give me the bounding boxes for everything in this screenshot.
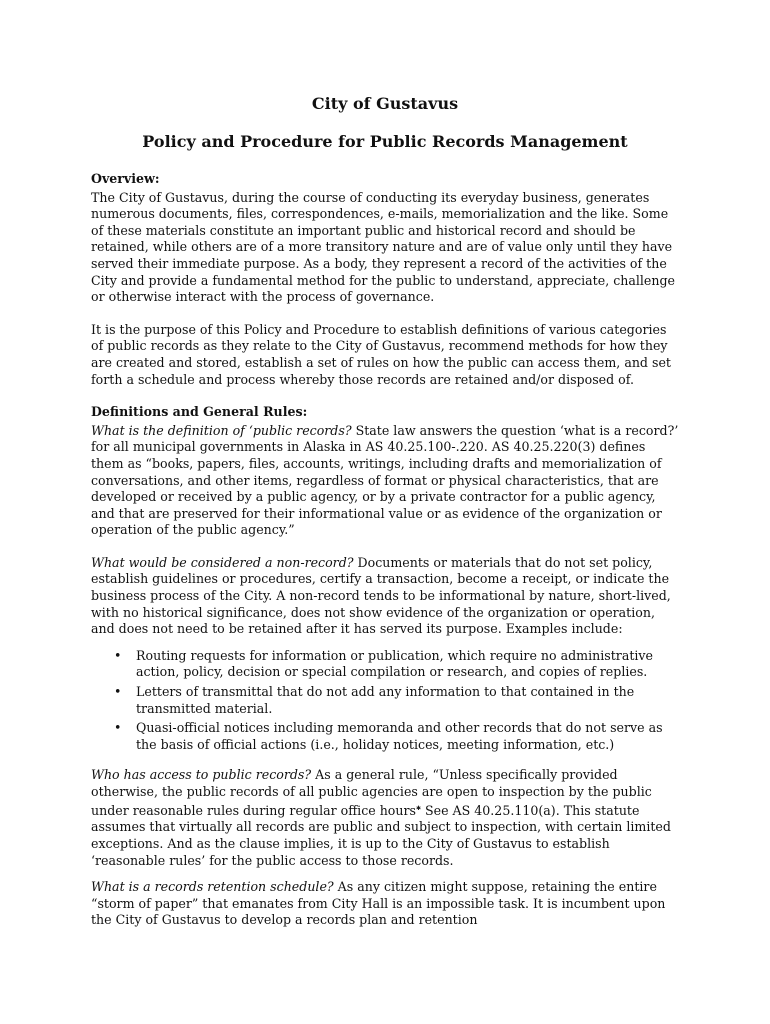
retention-question: What is a records retention schedule? [91,879,334,895]
document-subtitle: Policy and Procedure for Public Records Management [142,132,628,151]
public-records-answer: State law answers the question ‘what is a record?’ for all municipal governments in Alaska in AS 40.25.100-.220. AS 40.25.220(3) defines them as “books, papers, files, accounts, writings, including drafts and memorialization of conversations, and other items, regardless of format or physical characteristics, that are developed or received by a public agency, or by a private contractor for a public agency, and that are preserved for their informational value or as evidence of the organization or operation of the public agency.” [91,422,679,538]
list-item-text: Routing requests for information or publication, which require no administrative action, policy, decision or special compilation or research, and copies of replies. [136,647,653,680]
list-item [114,720,681,753]
list-item [114,684,681,717]
list-item-text: Quasi-official notices including memoranda and other records that do not serve as the basis of official actions (i.e., holiday notices, meeting information, etc.) [136,720,663,752]
access-answer-part2: See AS 40.25.110(a). This statute assumes that virtually all records are public and subject to inspection, with certain limited exceptions. And as the clause implies, it is up to the City of Gustavus to establish ‘reasonable rules’ for the public access to those records. [91,802,671,868]
overview-heading: Overview: [91,171,160,186]
retention-answer: As any citizen might suppose, retaining the entire “storm of paper” that emanates from City Hall is an impossible task. It is incumbent upon the City of Gustavus to develop a records plan and retention [91,879,666,928]
access-question: Who has access to public records? [91,767,312,783]
public-records-question: What is the definition of ‘public records? [91,422,352,438]
access-answer-part1: As a general rule, “Unless specifically provided otherwise, the public records of all public agencies are open to inspection by the public under reasonable rules during regular office hours [91,767,652,818]
document-body [91,171,681,945]
access-paragraph [91,767,681,869]
bullet-icon: • [114,647,122,663]
purpose-paragraph: It is the purpose of this Policy and Procedure to establish definitions of various categories of public records as they relate to the City of Gustavus, recommend methods for how they are created and stored, establish a set of rules on how the public can access them, and set forth a schedule and process whereby those records are retained and/or disposed of. [91,321,671,387]
bullet-icon: • [114,684,122,700]
footnote-marker: ✱ [415,804,422,812]
public-records-definition-paragraph [91,423,681,539]
non-record-paragraph [91,555,681,638]
list-item [114,647,681,681]
non-record-answer: Documents or materials that do not set policy, establish guidelines or procedures, certify a transaction, become a receipt, or indicate the business process of the City. A non-record tends to be informational by nature, short-lived, with no historical significance, does not show evidence of the organization or operation, and does not need to be retained after it has served its purpose. Examples include: [91,554,671,637]
bullet-icon: • [114,720,122,736]
list-item-text: Letters of transmittal that do not add any information to that contained in the transmitted material. [136,684,635,716]
definitions-heading: Definitions and General Rules: [91,404,308,420]
document-title: City of Gustavus [311,94,459,113]
non-record-examples-list [91,648,681,754]
non-record-question: What would be considered a non-record? [91,554,354,570]
overview-paragraph: The City of Gustavus, during the course of conducting its everyday business, generates numerous documents, files, correspondences, e-mails, memorialization and the like. Some of these materials constitute an important public and historical record and should be retained, while others are of a more transitory nature and are of value only until they have served their immediate purpose. As a body, they represent a record of the activities of the City and provide a fundamental method for the public to understand, appreciate, challenge or otherwise interact with the process of governance. [91,189,676,305]
retention-paragraph [91,879,681,929]
